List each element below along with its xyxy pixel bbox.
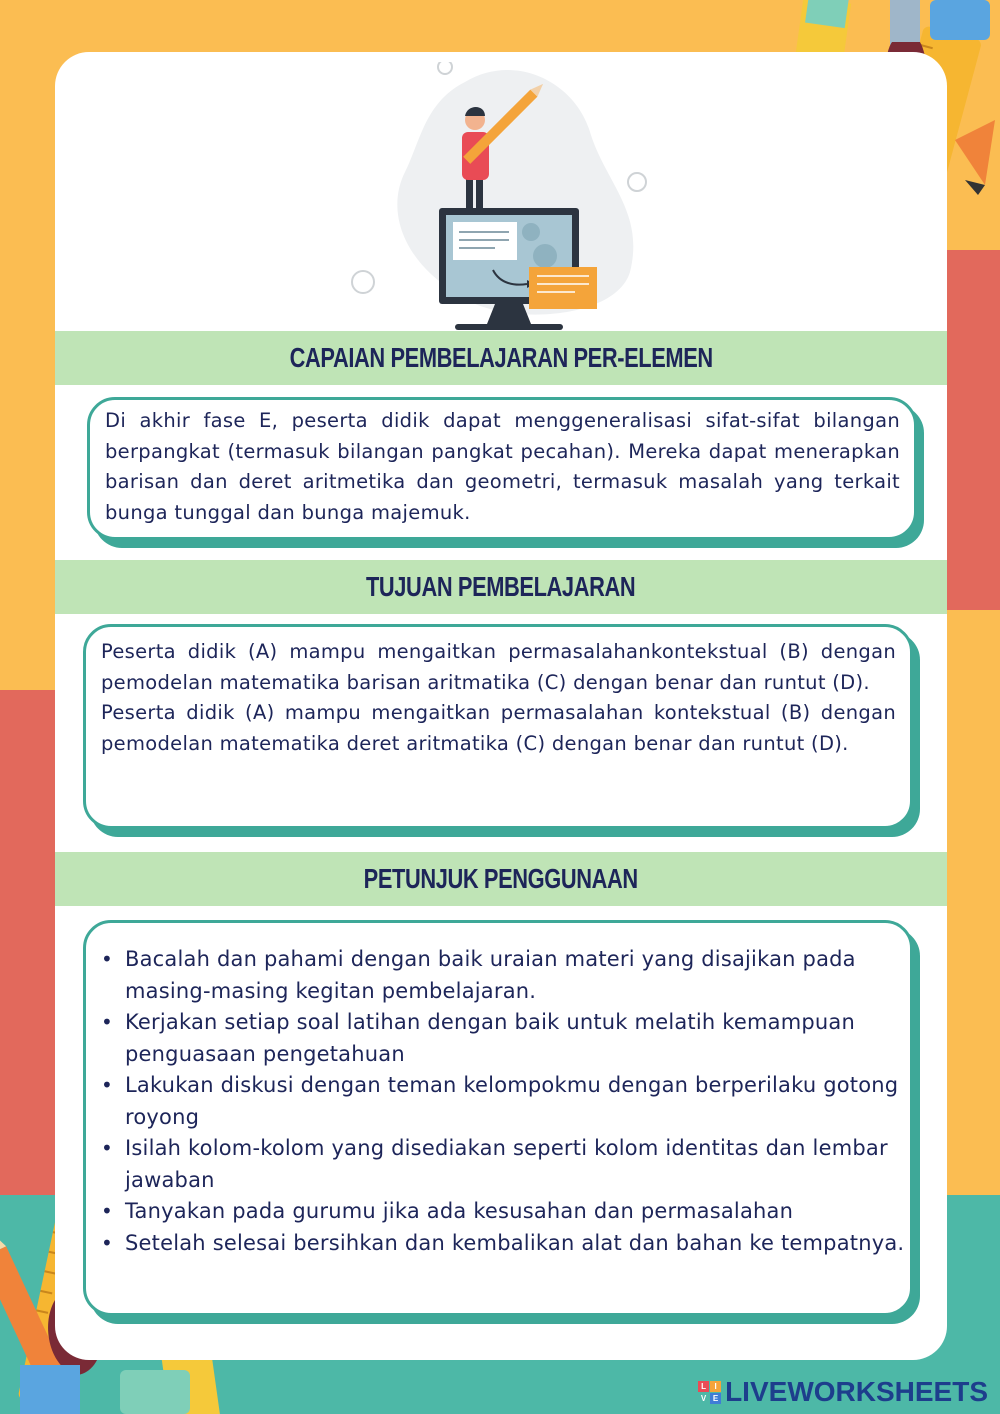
section-header-capaian xyxy=(55,331,947,385)
petunjuk-box xyxy=(83,920,913,1316)
list-item: • Bacalah dan pahami dengan baik uraian materi yang disajikan pada masing-masing kegitan pembelajaran. xyxy=(99,944,910,1007)
liveworksheets-logo[interactable] xyxy=(698,1376,988,1408)
logo-letter: E xyxy=(710,1393,721,1404)
tujuan-box xyxy=(83,624,913,829)
section-title-tujuan: TUJUAN PEMBELAJARAN xyxy=(366,571,636,602)
background-red-band-right xyxy=(940,250,1000,610)
liveworksheets-brand-text: LIVEWORKSHEETS xyxy=(725,1376,988,1407)
logo-letter: I xyxy=(710,1381,721,1392)
section-title-capaian: CAPAIAN PEMBELAJARAN PER-ELEMEN xyxy=(289,342,713,373)
capaian-box xyxy=(87,397,917,540)
section-header-petunjuk xyxy=(55,852,947,906)
capaian-text: Di akhir fase E, peserta didik dapat menggeneralisasi sifat-sifat bilangan berpangkat (termasuk bilangan pangkat pecahan). Mereka dapat menerapkan barisan dan deret aritmetika dan geometri, termasuk masalah yang terkait bunga tunggal dan bunga majemuk. xyxy=(105,409,900,524)
section-header-tujuan xyxy=(55,560,947,614)
logo-letter: L xyxy=(698,1381,709,1392)
list-item: • Isilah kolom-kolom yang disediakan seperti kolom identitas dan lembar jawaban xyxy=(99,1133,910,1196)
list-item: • Kerjakan setiap soal latihan dengan baik untuk melatih kemampuan penguasaan pengetahuan xyxy=(99,1007,910,1070)
petunjuk-list xyxy=(99,944,910,1259)
background-red-band-left xyxy=(0,690,60,1200)
logo-letter: V xyxy=(698,1393,709,1404)
teacher-with-pencil-on-monitor-illustration xyxy=(345,62,705,337)
section-title-petunjuk: PETUNJUK PENGGUNAAN xyxy=(363,863,639,894)
liveworksheets-logo-icon xyxy=(698,1381,721,1404)
list-item: • Lakukan diskusi dengan teman kelompokmu dengan berperilaku gotong royong xyxy=(99,1070,910,1133)
tujuan-paragraph-2: Peserta didik (A) mampu mengaitkan permasalahan kontekstual (B) dengan pemodelan matematika deret aritmatika (C) dengan benar dan runtut (D). xyxy=(101,701,896,755)
list-item: • Setelah selesai bersihkan dan kembalikan alat dan bahan ke tempatnya. xyxy=(99,1228,910,1260)
tujuan-paragraph-1: Peserta didik (A) mampu mengaitkan permasalahankontekstual (B) dengan pemodelan matematika barisan aritmatika (C) dengan benar dan runtut (D). xyxy=(101,640,896,694)
list-item: • Tanyakan pada gurumu jika ada kesusahan dan permasalahan xyxy=(99,1196,910,1228)
worksheet-card xyxy=(55,52,947,1360)
